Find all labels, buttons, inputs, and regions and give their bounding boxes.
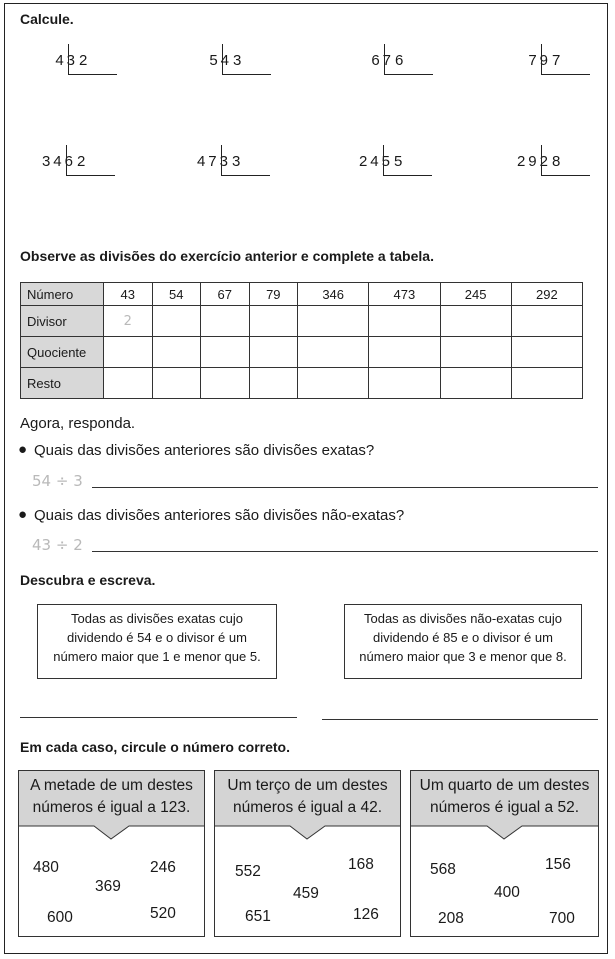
circle-card-half — [18, 770, 205, 937]
divisor: 3 — [233, 52, 242, 69]
option-number[interactable]: 126 — [353, 906, 379, 923]
table-input-cell[interactable] — [511, 337, 582, 368]
division-bracket[interactable] — [66, 145, 115, 176]
table-row-divisor — [21, 306, 583, 337]
option-number[interactable]: 208 — [438, 910, 464, 927]
circle-card-third — [214, 770, 401, 937]
table-row-numero — [21, 283, 583, 306]
circle-card-quarter — [410, 770, 599, 937]
division-473-3 — [196, 145, 281, 185]
question-non-exact: Quais das divisões anteriores são divisões não-exatas? — [34, 507, 405, 524]
intro-text: Agora, responda. — [20, 415, 136, 432]
division-292-8 — [516, 145, 601, 185]
divisor: 3 — [232, 153, 241, 170]
division-54-3 — [209, 44, 282, 84]
divisor: 2 — [77, 153, 86, 170]
table-input-cell[interactable] — [249, 368, 298, 399]
table-input-cell[interactable] — [104, 337, 153, 368]
divisor: 5 — [394, 153, 403, 170]
division-table — [20, 282, 583, 399]
table-cell: 79 — [249, 283, 298, 306]
table-cell: 292 — [511, 283, 582, 306]
dividend: 67 — [371, 52, 394, 69]
card-prompt — [215, 775, 400, 819]
table-input-cell[interactable] — [298, 306, 369, 337]
table-input-cell[interactable] — [152, 337, 201, 368]
row-header-resto: Resto — [21, 368, 104, 399]
divisor: 8 — [552, 153, 561, 170]
card-prompt-line: números é igual a 52. — [429, 799, 580, 816]
table-input-cell[interactable] — [298, 368, 369, 399]
card-prompt-line: A metade de um destes — [30, 777, 193, 794]
divisor: 7 — [552, 52, 561, 69]
table-cell: 43 — [104, 283, 153, 306]
table-input-cell[interactable] — [201, 306, 250, 337]
table-input-cell[interactable] — [104, 368, 153, 399]
option-number[interactable]: 246 — [150, 859, 176, 876]
section-descubra-title: Descubra e escreva. — [20, 572, 156, 588]
answer-example-non-exact: 43 ÷ 2 — [32, 536, 83, 554]
prompt-line: Todas as divisões não-exatas cujo — [363, 611, 562, 626]
row-header-divisor: Divisor — [21, 306, 104, 337]
table-input-cell[interactable] — [249, 337, 298, 368]
prompt-line: dividendo é 85 e o divisor é um — [373, 630, 553, 645]
division-79-7 — [528, 44, 601, 84]
card-prompt-line: Um terço de um destes — [227, 777, 388, 794]
table-cell: 54 — [152, 283, 201, 306]
table-input-cell[interactable] — [201, 368, 250, 399]
card-prompt-line: Um quarto de um destes — [419, 777, 590, 794]
dividend: 79 — [528, 52, 551, 69]
division-bracket[interactable] — [541, 44, 590, 75]
table-cell: 67 — [201, 283, 250, 306]
table-input-cell[interactable] — [152, 368, 201, 399]
division-43-2 — [55, 44, 128, 84]
section-calcule-title: Calcule. — [20, 11, 74, 27]
table-input-cell[interactable] — [369, 306, 440, 337]
option-number[interactable]: 520 — [150, 905, 176, 922]
prompt-line: Todas as divisões exatas cujo — [71, 611, 243, 626]
prompt-line: dividendo é 54 e o divisor é um — [67, 630, 247, 645]
division-bracket[interactable] — [68, 44, 117, 75]
division-bracket[interactable] — [222, 44, 271, 75]
row-header-quociente: Quociente — [21, 337, 104, 368]
table-input-cell[interactable] — [440, 337, 511, 368]
option-number[interactable]: 459 — [293, 885, 319, 902]
table-input-cell[interactable] — [369, 337, 440, 368]
option-number[interactable]: 480 — [33, 859, 59, 876]
option-number[interactable]: 168 — [348, 856, 374, 873]
option-number[interactable]: 700 — [549, 910, 575, 927]
row-header-numero: Número — [21, 283, 104, 306]
prompt-line: número maior que 1 e menor que 5. — [53, 649, 261, 664]
table-cell: 346 — [298, 283, 369, 306]
option-number[interactable]: 568 — [430, 861, 456, 878]
answer-line-non-exact[interactable] — [92, 551, 598, 552]
table-input-cell[interactable] — [511, 368, 582, 399]
table-input-cell[interactable] — [298, 337, 369, 368]
dividend: 245 — [358, 153, 393, 170]
card-prompt — [19, 775, 204, 819]
option-number[interactable]: 369 — [95, 878, 121, 895]
dividend: 54 — [209, 52, 232, 69]
division-245-5 — [358, 145, 443, 185]
option-number[interactable]: 600 — [47, 909, 73, 926]
table-input-cell[interactable] — [440, 368, 511, 399]
answer-example-exact: 54 ÷ 3 — [32, 472, 83, 490]
answer-line-right[interactable] — [322, 719, 598, 720]
section-circule-title: Em cada caso, circule o número correto. — [20, 739, 290, 755]
bullet-icon: ● — [18, 441, 28, 458]
option-number[interactable]: 156 — [545, 856, 571, 873]
divisor: 2 — [79, 52, 88, 69]
table-input-cell[interactable] — [249, 306, 298, 337]
prompt-box-non-exact — [344, 604, 582, 679]
division-bracket[interactable] — [384, 44, 433, 75]
table-row-quociente — [21, 337, 583, 368]
table-input-cell[interactable] — [511, 306, 582, 337]
table-input-cell[interactable] — [440, 306, 511, 337]
option-number[interactable]: 651 — [245, 908, 271, 925]
option-number[interactable]: 552 — [235, 863, 261, 880]
table-input-cell[interactable]: 2 — [104, 306, 153, 337]
question-exact: Quais das divisões anteriores são divisões exatas? — [34, 442, 375, 459]
division-346-2 — [41, 145, 126, 185]
dividend: 43 — [55, 52, 78, 69]
answer-line-left[interactable] — [20, 717, 297, 718]
table-cell: 473 — [369, 283, 440, 306]
option-number[interactable]: 400 — [494, 884, 520, 901]
prompt-line: número maior que 3 e menor que 8. — [359, 649, 567, 664]
section-table-title: Observe as divisões do exercício anterior e complete a tabela. — [20, 248, 434, 264]
division-67-6 — [371, 44, 444, 84]
divisor: 6 — [395, 52, 404, 69]
answer-line-exact[interactable] — [92, 487, 598, 488]
table-row-resto — [21, 368, 583, 399]
division-bracket[interactable] — [383, 145, 432, 176]
table-input-cell[interactable] — [201, 337, 250, 368]
dividend: 473 — [196, 153, 231, 170]
table-cell: 245 — [440, 283, 511, 306]
division-bracket[interactable] — [221, 145, 270, 176]
card-prompt — [411, 775, 598, 819]
bullet-icon: ● — [18, 506, 28, 523]
division-bracket[interactable] — [541, 145, 590, 176]
card-prompt-line: números é igual a 123. — [32, 799, 191, 816]
dividend: 346 — [41, 153, 76, 170]
card-prompt-line: números é igual a 42. — [232, 799, 383, 816]
dividend: 292 — [516, 153, 551, 170]
table-input-cell[interactable] — [369, 368, 440, 399]
table-input-cell[interactable] — [152, 306, 201, 337]
prompt-box-exact — [37, 604, 277, 679]
